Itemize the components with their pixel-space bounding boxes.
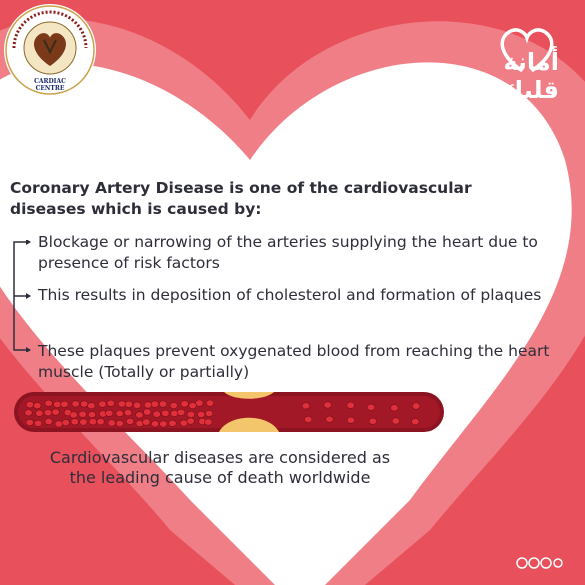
blood-cell (391, 405, 399, 411)
blood-cell (326, 416, 334, 422)
blood-cell (187, 411, 195, 417)
blood-cell (143, 409, 151, 415)
blood-cell (181, 401, 189, 407)
blood-cell (88, 411, 96, 417)
blood-cell (70, 412, 78, 418)
blood-cell (324, 402, 332, 408)
page-heading: Coronary Artery Disease is one of the cardiovascular diseases which is caused by: (10, 179, 472, 218)
blood-cell (347, 417, 355, 423)
blood-cell (367, 404, 375, 410)
blood-cell (116, 420, 124, 426)
blood-cell (412, 403, 420, 409)
blood-cell (302, 403, 310, 409)
blood-cell (304, 416, 312, 422)
blood-cell (142, 419, 150, 425)
blood-cell (97, 418, 105, 424)
blood-cell (196, 400, 204, 406)
blood-cell (412, 418, 420, 424)
blood-cell (177, 409, 185, 415)
artery-plaque-illustration (14, 389, 444, 435)
cardiac-centre-logo (4, 4, 96, 96)
blood-cell (197, 411, 205, 417)
blood-cell (55, 421, 63, 427)
blood-cell (204, 419, 212, 425)
blood-cell (392, 418, 400, 424)
blood-cell (125, 401, 133, 407)
blood-cell (34, 402, 42, 408)
blood-cell (180, 420, 188, 426)
blood-cell (169, 420, 177, 426)
blood-cell (162, 410, 170, 416)
blood-cell (105, 410, 113, 416)
cause-point-2: This results in deposition of cholesterol and formation of plaques (38, 286, 542, 304)
blood-cell (133, 402, 141, 408)
blood-cell (116, 410, 124, 416)
campaign-logo (455, 18, 567, 104)
blood-cell (136, 412, 144, 418)
blood-cell (153, 411, 161, 417)
blood-cell (124, 410, 132, 416)
blood-cell (89, 419, 97, 425)
blood-cell (26, 419, 34, 425)
blood-cell (36, 410, 44, 416)
blood-cell (80, 419, 88, 425)
blood-cell (118, 401, 126, 407)
blood-cell (44, 410, 52, 416)
blood-cell (171, 410, 179, 416)
blood-cell (187, 418, 195, 424)
blood-cell (61, 401, 69, 407)
blood-cell (151, 401, 159, 407)
blood-cell (159, 401, 167, 407)
blood-cell (107, 400, 115, 406)
blood-cell (108, 420, 116, 426)
blood-cell (170, 402, 178, 408)
blood-cell (80, 401, 88, 407)
conclusion-text: Cardiovascular diseases are considered as the leading cause of death worldwide (49, 448, 391, 487)
blood-cell (34, 420, 42, 426)
blood-cell (144, 402, 152, 408)
campaign-arabic-text: أمانة قلبك (501, 48, 559, 104)
blood-cell (206, 400, 214, 406)
blood-cell (45, 418, 53, 424)
blood-cell (88, 403, 96, 409)
blood-cell (45, 400, 53, 406)
cause-point-1: Blockage or narrowing of the arteries supplying the heart due to presence of risk factors (38, 233, 538, 272)
blood-cell (205, 410, 213, 416)
cause-point-3: These plaques prevent oxygenated blood from reaching the heart muscle (Totally or partially) (38, 342, 550, 381)
blood-cell (62, 419, 70, 425)
blood-cell (347, 402, 355, 408)
blood-cell (53, 401, 61, 407)
cause-chain-bracket (10, 240, 32, 352)
blood-cell (72, 401, 80, 407)
blood-cell (369, 418, 377, 424)
blood-cell (126, 418, 134, 424)
blood-cell (52, 409, 60, 415)
blood-cell (79, 411, 87, 417)
blood-cell (99, 401, 107, 407)
pagination-mark-icon (515, 556, 563, 570)
blood-cell (71, 418, 79, 424)
blood-cell (26, 401, 34, 407)
blood-cell (25, 410, 33, 416)
blood-cell (151, 421, 159, 427)
blood-cell (160, 421, 168, 427)
logo-bottom-text: CARDIAC CENTRE (34, 78, 66, 92)
